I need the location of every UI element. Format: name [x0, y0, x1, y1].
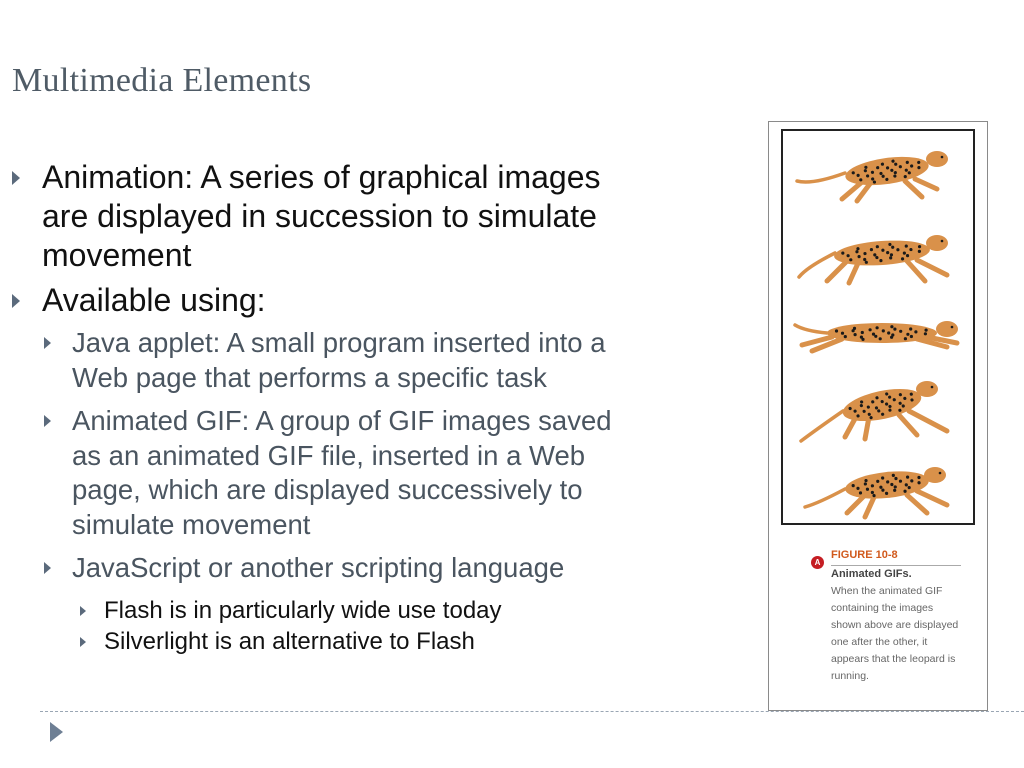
sub-sub-bullet-flash: [0, 595, 640, 626]
figure-title: Animated GIFs.: [831, 568, 912, 580]
sub-sub-bullet-text: Silverlight is an alternative to Flash: [104, 627, 475, 655]
bullet-animation: [0, 158, 640, 275]
next-slide-arrow-icon[interactable]: [50, 722, 63, 742]
sub-bullet-java-applet: [0, 326, 640, 395]
sub-bullet-text: JavaScript or another scripting language: [72, 552, 565, 583]
leopard-frame-3: [787, 293, 969, 369]
bullet-arrow-icon: [12, 171, 20, 185]
figure-caption-text: When the animated GIF containing the images shown above are displayed one after the other, it appears that the leopard is running.: [831, 585, 959, 682]
leopard-frame-2: [787, 215, 969, 291]
sub-bullet-javascript: [0, 551, 640, 586]
sub-bullet-animated-gif: [0, 404, 640, 542]
leopard-frame-5: [787, 449, 969, 525]
bullet-arrow-icon: [80, 637, 86, 647]
footer-divider: [40, 711, 1024, 712]
bullet-text: Animation: A series of graphical images are displayed in succession to simulate movement: [42, 159, 601, 273]
figure-caption: [831, 547, 961, 685]
bullet-arrow-icon: [80, 606, 86, 616]
leopard-frame-1: [787, 137, 969, 213]
leopard-frame-4: [787, 371, 969, 447]
bullet-arrow-icon: [44, 415, 51, 427]
figure-number: FIGURE 10-8: [831, 547, 961, 566]
sub-sub-bullet-silverlight: [0, 626, 640, 657]
bullet-arrow-icon: [12, 294, 20, 308]
figure-badge-icon: A: [811, 556, 824, 569]
slide-title: Multimedia Elements: [12, 62, 312, 99]
sub-bullet-text: Animated GIF: A group of GIF images saved as an animated GIF file, inserted in a Web page, which are displayed successively to simulate movement: [72, 405, 612, 540]
bullet-arrow-icon: [44, 337, 51, 349]
sub-sub-bullet-text: Flash is in particularly wide use today: [104, 596, 502, 624]
leopard-frames-panel: [781, 129, 975, 525]
bullet-list: [0, 158, 640, 657]
sub-bullet-text: Java applet: A small program inserted into a Web page that performs a specific task: [72, 327, 606, 393]
bullet-text: Available using:: [42, 282, 266, 318]
animated-gif-figure: [768, 121, 988, 711]
bullet-arrow-icon: [44, 562, 51, 574]
bullet-available-using: [0, 281, 640, 320]
